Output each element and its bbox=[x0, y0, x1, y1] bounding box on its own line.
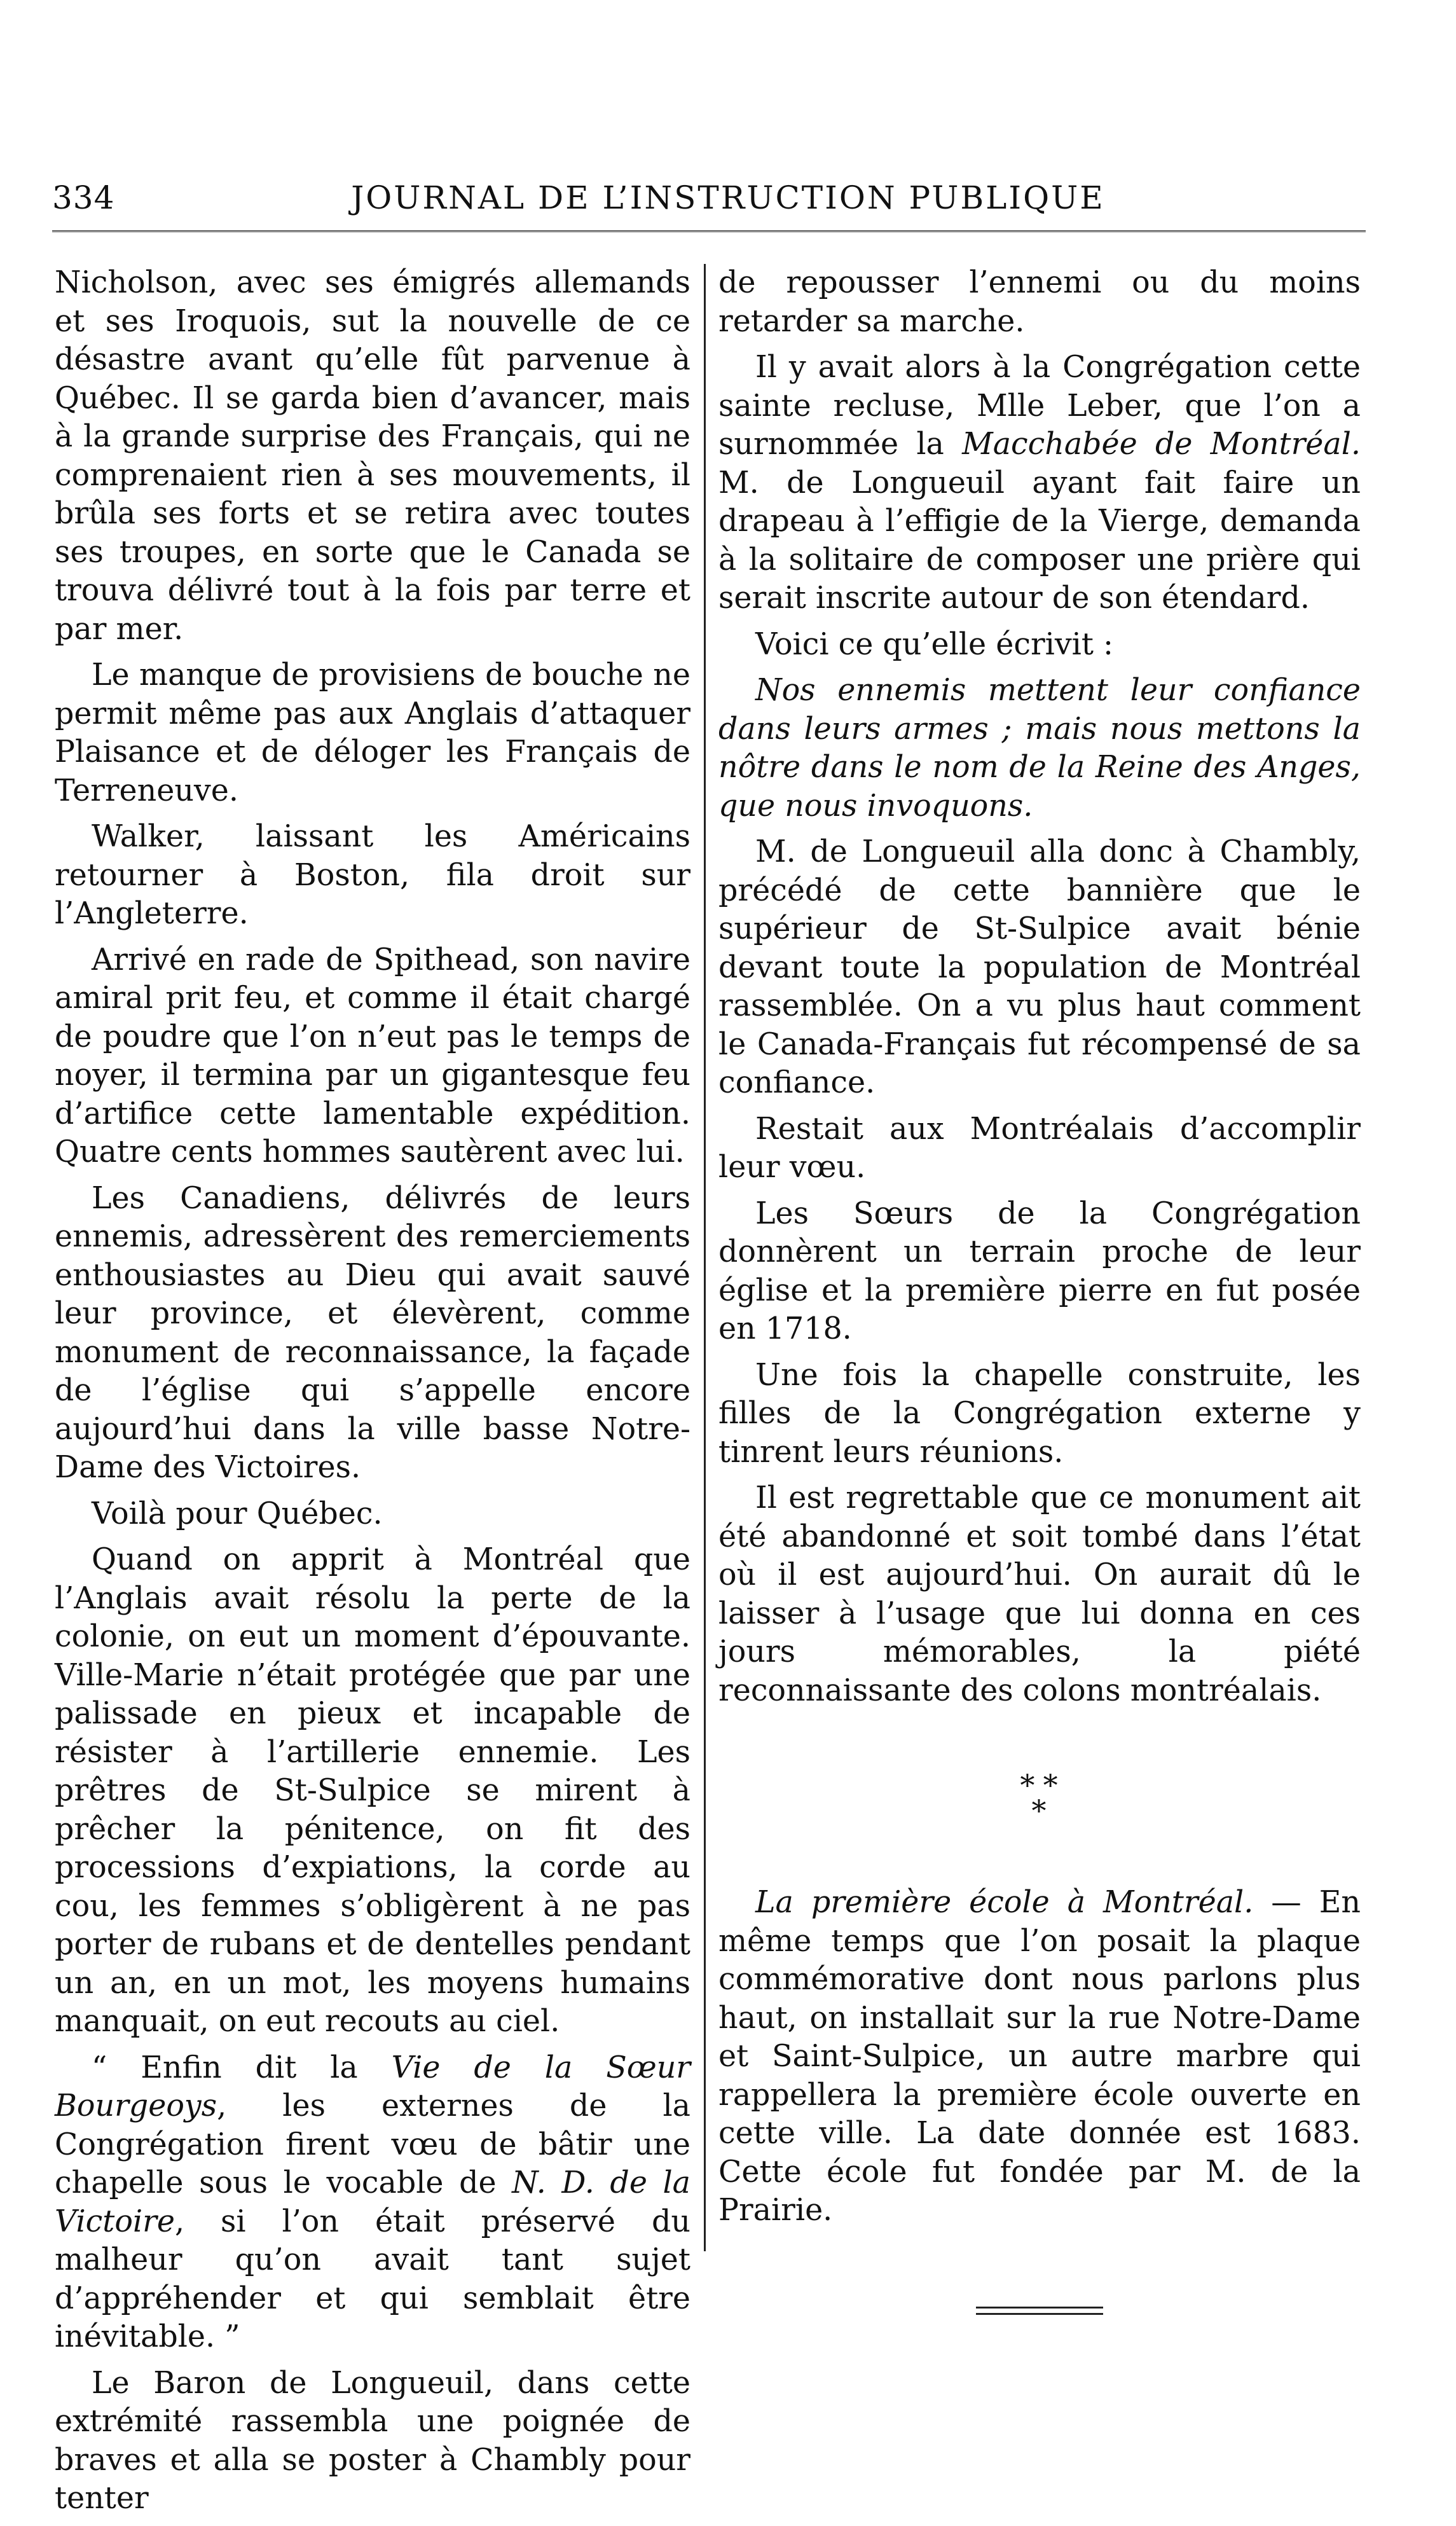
section-heading-italic: La première école à Montréal. bbox=[755, 1885, 1254, 1920]
right-paragraph-10 bbox=[718, 1884, 1361, 2230]
page-number: 334 bbox=[52, 179, 115, 216]
right-paragraph-2 bbox=[718, 349, 1361, 618]
left-paragraph-9: Le Baron de Longueuil, dans cette extrémité rassembla une poignée de braves et alla se poster à Chambly pour tenter bbox=[55, 2365, 690, 2516]
left-paragraph-7: Quand on apprit à Montréal que l’Anglais avait résolu la perte de la colonie, on eut un moment d’épouvante. Ville-Marie n’était protégée que par une palissade en pieux et incapable de résister à l’artillerie ennemie. Les prêtres de St-Sulpice se mirent à prêcher la pénitence, on fit des processions d’expiations, la corde au cou, les femmes s’obligèrent à ne pas porter de rubans et de dentelles pendant un an, en un mot, les moyens humains manquait, on eut recouts au ciel. bbox=[55, 1542, 690, 2039]
left-paragraph-1: Nicholson, avec ses émigrés allemands et ses Iroquois, sut la nouvelle de ce désastre avant qu’elle fût parvenue à Québec. Il se garda bien d’avancer, mais à la grande surprise des Français, qui ne comprenaient rien à ses mouvements, il brûla ses forts et se retira avec toutes ses troupes, en sorte que le Canada se trouva délivré tout à la fois par terre et par mer. bbox=[55, 265, 690, 647]
left-column bbox=[55, 264, 690, 2526]
right-paragraph-6: Restait aux Montréalais d’accomplir leur vœu. bbox=[718, 1111, 1361, 1185]
quote-body-text: , les externes de la Congrégation firent vœu de bâtir une chapelle sous le vocable de bbox=[55, 2088, 690, 2200]
banner-text: M. de Longueuil ayant fait faire un drapeau à l’effigie de la Vierge, demanda à la solitaire de composer une prière qui serait inscrite autour de son étendard. bbox=[718, 465, 1361, 616]
right-paragraph-7: Les Sœurs de la Congrégation donnèrent un terrain proche de leur église et la première pierre en fut posée en 1718. bbox=[718, 1196, 1361, 1346]
left-paragraph-8 bbox=[55, 2049, 690, 2357]
recluse-text: Il y avait alors à la Congrégation cette sainte recluse, Mlle Leber, que l’on a surnommée la bbox=[718, 350, 1361, 462]
section-asterism: * * * bbox=[1020, 1768, 1059, 1828]
vocable-italic: N. D. de la Victoire bbox=[55, 2165, 691, 2239]
left-paragraph-6: Voilà pour Québec. bbox=[92, 1496, 383, 1531]
header-rule bbox=[52, 230, 1366, 235]
right-column bbox=[718, 264, 1361, 2315]
prayer-quote: Nos ennemis mettent leur confiance dans leurs armes ; mais nous mettons la nôtre dans le nom de la Reine des Anges, que nous invoquons. bbox=[718, 673, 1361, 824]
right-paragraph-8: Une fois la chapelle construite, les filles de la Congrégation externe y tinrent leurs réunions. bbox=[718, 1357, 1361, 1470]
right-paragraph-9: Il est regrettable que ce monument ait été abandonné et soit tombé dans l’état où il est aujourd’hui. On aurait dû le laisser à l’usage que lui donna en ces jours mémorables, la piété reconnaissante des colons montréalais. bbox=[718, 1480, 1361, 1708]
left-paragraph-2: Le manque de provisiens de bouche ne permit même pas aux Anglais d’attaquer Plaisance et de déloger les Français de Terreneuve. bbox=[55, 658, 690, 808]
book-title-italic: Vie de la Sœur Bourgeoys bbox=[55, 2050, 691, 2123]
end-double-rule bbox=[976, 2307, 1103, 2315]
right-paragraph-5: M. de Longueuil alla donc à Chambly, précédé de cette bannière que le supérieur de St-Sulpice avait bénie devant toute la population de Montréal rassemblée. On a vu plus haut comment le Canada-Français fut récompensé de sa confiance. bbox=[718, 834, 1361, 1100]
left-paragraph-3: Walker, laissant les Américains retourner à Boston, fila droit sur l’Angleterre. bbox=[55, 819, 690, 931]
epithet-italic: Macchabée de Montréal. bbox=[962, 427, 1361, 462]
quote-intro-text: “ Enfin dit la bbox=[92, 2050, 392, 2085]
column-divider bbox=[704, 264, 706, 2251]
left-paragraph-5: Les Canadiens, délivrés de leurs ennemis, adressèrent des remerciements enthousiastes au Dieu qui avait sauvé leur province, et élevèrent, comme monument de reconnaissance, la façade de l’église qui s’appelle encore aujourd’hui dans la ville basse Notre-Dame des Victoires. bbox=[55, 1180, 690, 1485]
right-paragraph-1: de repousser l’ennemi ou du moins retarder sa marche. bbox=[718, 265, 1361, 339]
left-paragraph-4: Arrivé en rade de Spithead, son navire amiral prit feu, et comme il était chargé de poudre que l’on n’eut pas le temps de noyer, il termina par un gigantesque feu d’artifice cette lamentable expédition. Quatre cents hommes sautèrent avec lui. bbox=[55, 942, 690, 1170]
running-head-title: JOURNAL DE L’INSTRUCTION PUBLIQUE bbox=[351, 179, 1105, 216]
right-paragraph-3: Voici ce qu’elle écrivit : bbox=[755, 626, 1114, 662]
school-text: — En même temps que l’on posait la plaque commémorative dont nous parlons plus haut, on installait sur la rue Notre-Dame et Saint-Sulpice, un autre marbre qui rappellera la première école ouverte en cette ville. La date donnée est 1683. Cette école fut fondée par M. de la Prairie. bbox=[718, 1885, 1361, 2228]
quote-end-text: , si l’on était préservé du malheur qu’on avait tant sujet d’appréhender et qui semblait être inévitable. ” bbox=[55, 2204, 690, 2354]
